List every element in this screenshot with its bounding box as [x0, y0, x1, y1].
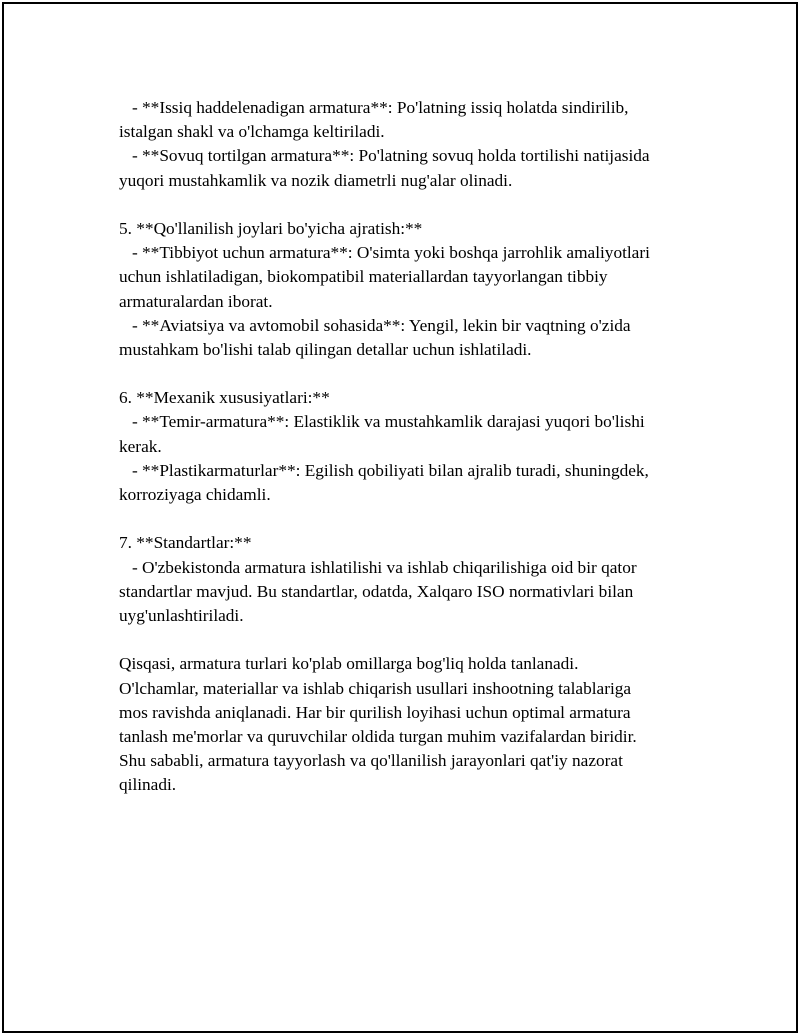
item-iron — [119, 410, 719, 458]
item-cold-drawn — [119, 144, 719, 192]
paragraph-spacer — [119, 362, 719, 386]
section-5-heading — [119, 217, 719, 241]
text-line: Shu sababli, armatura tayyorlash va qo'llanilish jarayonlari qat'iy nazorat — [119, 751, 623, 771]
document-page — [2, 2, 798, 1033]
text-line: mos ravishda aniqlanadi. Har bir qurilish loyihasi uchun optimal armatura — [119, 702, 631, 722]
text-line: - **Issiq haddelenadigan armatura**: Po'latning issiq holatda sindirilib, — [119, 98, 629, 117]
text-line: yuqori mustahkamlik va nozik diametrli nug'alar olinadi. — [119, 170, 513, 190]
text-line: - **Plastikarmaturlar**: Egilish qobiliyati bilan ajralib turadi, shuningdek, — [119, 460, 649, 480]
text-line: mustahkam bo'lishi talab qilingan detallar uchun ishlatiladi. — [119, 339, 532, 359]
text-line: 7. **Standartlar:** — [119, 533, 252, 553]
paragraph-spacer — [119, 507, 719, 531]
text-line: armaturalardan iborat. — [119, 291, 273, 311]
paragraph-spacer — [119, 628, 719, 652]
text-line: qilinadi. — [119, 775, 177, 795]
text-line: kerak. — [119, 436, 162, 456]
section-6-heading — [119, 386, 719, 410]
text-line: istalgan shakl va o'lchamga keltiriladi. — [119, 122, 385, 142]
text-line: korroziyaga chidamli. — [119, 485, 271, 504]
text-line: - O'zbekistonda armatura ishlatilishi va ishlab chiqarilishiga oid bir qator — [119, 557, 637, 577]
paragraph-spacer — [119, 193, 719, 217]
text-line: standartlar mavjud. Bu standartlar, odatda, Xalqaro ISO normativlari bilan — [119, 581, 634, 601]
text-line: - **Temir-armatura**: Elastiklik va mustahkamlik darajasi yuqori bo'lishi — [119, 412, 645, 432]
document-body — [119, 96, 719, 797]
summary-paragraph — [119, 652, 719, 797]
item-hot-rolled — [119, 96, 719, 144]
text-line: 5. **Qo'llanilish joylari bo'yicha ajratish:** — [119, 218, 423, 238]
text-line: - **Sovuq tortilgan armatura**: Po'latning sovuq holda tortilishi natijasida — [119, 146, 650, 166]
item-plastic — [119, 459, 719, 507]
text-line: 6. **Mexanik xususiyatlari:** — [119, 388, 330, 408]
text-line: - **Aviatsiya va avtomobil sohasida**: Yengil, lekin bir vaqtning o'zida — [119, 315, 631, 335]
text-line: - **Tibbiyot uchun armatura**: O'simta yoki boshqa jarrohlik amaliyotlari — [119, 243, 650, 263]
item-aviation — [119, 314, 719, 362]
item-medical — [119, 241, 719, 314]
item-standards — [119, 556, 719, 629]
text-line: uyg'unlashtiriladi. — [119, 605, 244, 625]
text-line: tanlash me'morlar va quruvchilar oldida turgan muhim vazifalardan biridir. — [119, 726, 637, 746]
text-line: O'lchamlar, materiallar va ishlab chiqarish usullari inshootning talablariga — [119, 678, 632, 698]
section-7-heading — [119, 531, 719, 555]
text-line: Qisqasi, armatura turlari ko'plab omillarga bog'liq holda tanlanadi. — [119, 654, 579, 674]
text-line: uchun ishlatiladigan, biokompatibil materiallardan tayyorlangan tibbiy — [119, 267, 608, 287]
